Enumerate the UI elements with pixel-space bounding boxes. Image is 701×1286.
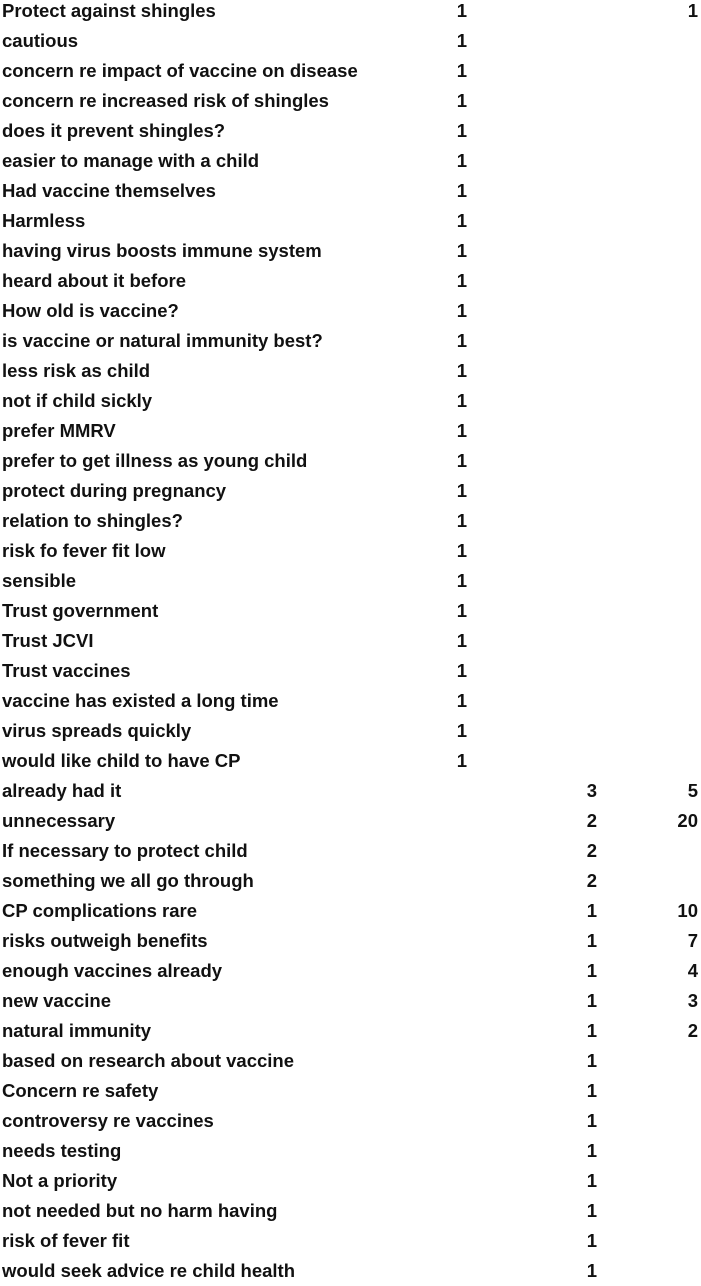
count-cell-c2: 1 xyxy=(586,1020,597,1041)
table-row xyxy=(0,446,701,476)
table-row xyxy=(0,926,701,956)
count-cell-c2: 1 xyxy=(586,930,597,951)
count-cell-c2: 1 xyxy=(586,1080,597,1101)
table-row xyxy=(0,746,701,776)
table-row xyxy=(0,866,701,896)
count-cell-c3: 5 xyxy=(687,780,698,801)
table-row xyxy=(0,536,701,566)
row-label: concern re increased risk of shingles xyxy=(2,90,329,111)
row-label: already had it xyxy=(2,780,122,801)
row-label: If necessary to protect child xyxy=(2,840,248,861)
count-cell-c2: 1 xyxy=(586,960,597,981)
table-row xyxy=(0,1256,701,1286)
row-label: prefer MMRV xyxy=(2,420,116,441)
row-label: Protect against shingles xyxy=(2,0,216,21)
table-row xyxy=(0,326,701,356)
count-cell-c1: 1 xyxy=(456,390,467,411)
row-label: protect during pregnancy xyxy=(2,480,227,501)
row-label: risk fo fever fit low xyxy=(2,540,166,561)
row-label: is vaccine or natural immunity best? xyxy=(2,330,323,351)
table-row xyxy=(0,1196,701,1226)
count-cell-c1: 1 xyxy=(456,720,467,741)
table-row xyxy=(0,266,701,296)
count-cell-c1: 1 xyxy=(456,120,467,141)
table-row xyxy=(0,146,701,176)
count-cell-c2: 1 xyxy=(586,1140,597,1161)
count-cell-c1: 1 xyxy=(456,570,467,591)
count-cell-c3: 3 xyxy=(687,990,698,1011)
table-row xyxy=(0,1166,701,1196)
table-row xyxy=(0,1076,701,1106)
row-label: enough vaccines already xyxy=(2,960,223,981)
count-cell-c2: 1 xyxy=(586,1260,597,1281)
count-cell-c3: 2 xyxy=(687,1020,698,1041)
count-cell-c1: 1 xyxy=(456,0,467,21)
count-cell-c1: 1 xyxy=(456,540,467,561)
row-label: less risk as child xyxy=(2,360,151,381)
count-cell-c3: 10 xyxy=(677,900,698,921)
count-cell-c1: 1 xyxy=(456,300,467,321)
table-row xyxy=(0,0,701,26)
table-row xyxy=(0,1226,701,1256)
table-row xyxy=(0,296,701,326)
count-cell-c1: 1 xyxy=(456,690,467,711)
count-cell-c1: 1 xyxy=(456,510,467,531)
table-row xyxy=(0,656,701,686)
count-cell-c2: 1 xyxy=(586,1110,597,1131)
count-cell-c1: 1 xyxy=(456,210,467,231)
row-label: risks outweigh benefits xyxy=(2,930,208,951)
count-cell-c1: 1 xyxy=(456,750,467,771)
table-row xyxy=(0,206,701,236)
row-label: Trust government xyxy=(2,600,159,621)
table-row xyxy=(0,476,701,506)
row-label: Trust vaccines xyxy=(2,660,131,681)
table-row xyxy=(0,236,701,266)
row-label: Concern re safety xyxy=(2,1080,159,1101)
row-label: does it prevent shingles? xyxy=(2,120,226,141)
count-cell-c1: 1 xyxy=(456,420,467,441)
count-cell-c2: 1 xyxy=(586,1170,597,1191)
count-cell-c3: 7 xyxy=(687,930,698,951)
table-row xyxy=(0,986,701,1016)
row-label: heard about it before xyxy=(2,270,186,291)
row-label: new vaccine xyxy=(2,990,112,1011)
row-label: having virus boosts immune system xyxy=(2,240,322,261)
count-cell-c2: 2 xyxy=(586,840,597,861)
table-row xyxy=(0,686,701,716)
row-label: relation to shingles? xyxy=(2,510,183,531)
count-cell-c1: 1 xyxy=(456,180,467,201)
table-row xyxy=(0,26,701,56)
table-row xyxy=(0,776,701,806)
row-label: virus spreads quickly xyxy=(2,720,192,741)
row-label: CP complications rare xyxy=(2,900,198,921)
row-label: controversy re vaccines xyxy=(2,1110,214,1131)
table-row xyxy=(0,896,701,926)
row-label: sensible xyxy=(2,570,77,591)
row-label: needs testing xyxy=(2,1140,122,1161)
table-row xyxy=(0,836,701,866)
count-cell-c1: 1 xyxy=(456,90,467,111)
count-cell-c2: 1 xyxy=(586,900,597,921)
count-cell-c1: 1 xyxy=(456,30,467,51)
count-cell-c1: 1 xyxy=(456,360,467,381)
count-cell-c1: 1 xyxy=(456,270,467,291)
count-cell-c1: 1 xyxy=(456,480,467,501)
count-cell-c2: 1 xyxy=(586,990,597,1011)
row-label: prefer to get illness as young child xyxy=(2,450,308,471)
table-row xyxy=(0,1016,701,1046)
row-label: unnecessary xyxy=(2,810,116,831)
count-cell-c1: 1 xyxy=(456,450,467,471)
table-row xyxy=(0,1046,701,1076)
row-label: something we all go through xyxy=(2,870,254,891)
table-row xyxy=(0,806,701,836)
table-row xyxy=(0,566,701,596)
count-cell-c1: 1 xyxy=(456,630,467,651)
row-label: Harmless xyxy=(2,210,86,231)
count-cell-c2: 2 xyxy=(586,810,597,831)
count-cell-c1: 1 xyxy=(456,60,467,81)
table-row xyxy=(0,116,701,146)
row-label: risk of fever fit xyxy=(2,1230,130,1251)
row-label: not if child sickly xyxy=(2,390,153,411)
table-row xyxy=(0,716,701,746)
table-row xyxy=(0,386,701,416)
table-row xyxy=(0,56,701,86)
table-row xyxy=(0,1136,701,1166)
row-label: Had vaccine themselves xyxy=(2,180,216,201)
row-label: would like child to have CP xyxy=(2,750,241,771)
table-row xyxy=(0,596,701,626)
table-row xyxy=(0,416,701,446)
table-row xyxy=(0,1106,701,1136)
count-cell-c1: 1 xyxy=(456,660,467,681)
count-cell-c3: 1 xyxy=(687,0,698,21)
count-cell-c1: 1 xyxy=(456,240,467,261)
table-row xyxy=(0,956,701,986)
row-label: concern re impact of vaccine on disease xyxy=(2,60,358,81)
row-label: How old is vaccine? xyxy=(2,300,179,321)
row-label: easier to manage with a child xyxy=(2,150,260,171)
count-cell-c2: 1 xyxy=(586,1050,597,1071)
table-row xyxy=(0,86,701,116)
row-label: would seek advice re child health xyxy=(2,1260,296,1281)
row-label: natural immunity xyxy=(2,1020,152,1041)
count-cell-c2: 2 xyxy=(586,870,597,891)
count-cell-c1: 1 xyxy=(456,330,467,351)
row-label: not needed but no harm having xyxy=(2,1200,278,1221)
count-cell-c3: 20 xyxy=(677,810,698,831)
count-cell-c2: 3 xyxy=(586,780,597,801)
count-cell-c1: 1 xyxy=(456,150,467,171)
row-label: Trust JCVI xyxy=(2,630,94,651)
row-label: Not a priority xyxy=(2,1170,118,1191)
row-label: cautious xyxy=(2,30,79,51)
count-cell-c2: 1 xyxy=(586,1200,597,1221)
table-row xyxy=(0,356,701,386)
count-cell-c2: 1 xyxy=(586,1230,597,1251)
table-row xyxy=(0,506,701,536)
count-cell-c1: 1 xyxy=(456,600,467,621)
count-cell-c3: 4 xyxy=(687,960,698,981)
table-row xyxy=(0,176,701,206)
row-label: based on research about vaccine xyxy=(2,1050,295,1071)
table-row xyxy=(0,626,701,656)
row-label: vaccine has existed a long time xyxy=(2,690,279,711)
